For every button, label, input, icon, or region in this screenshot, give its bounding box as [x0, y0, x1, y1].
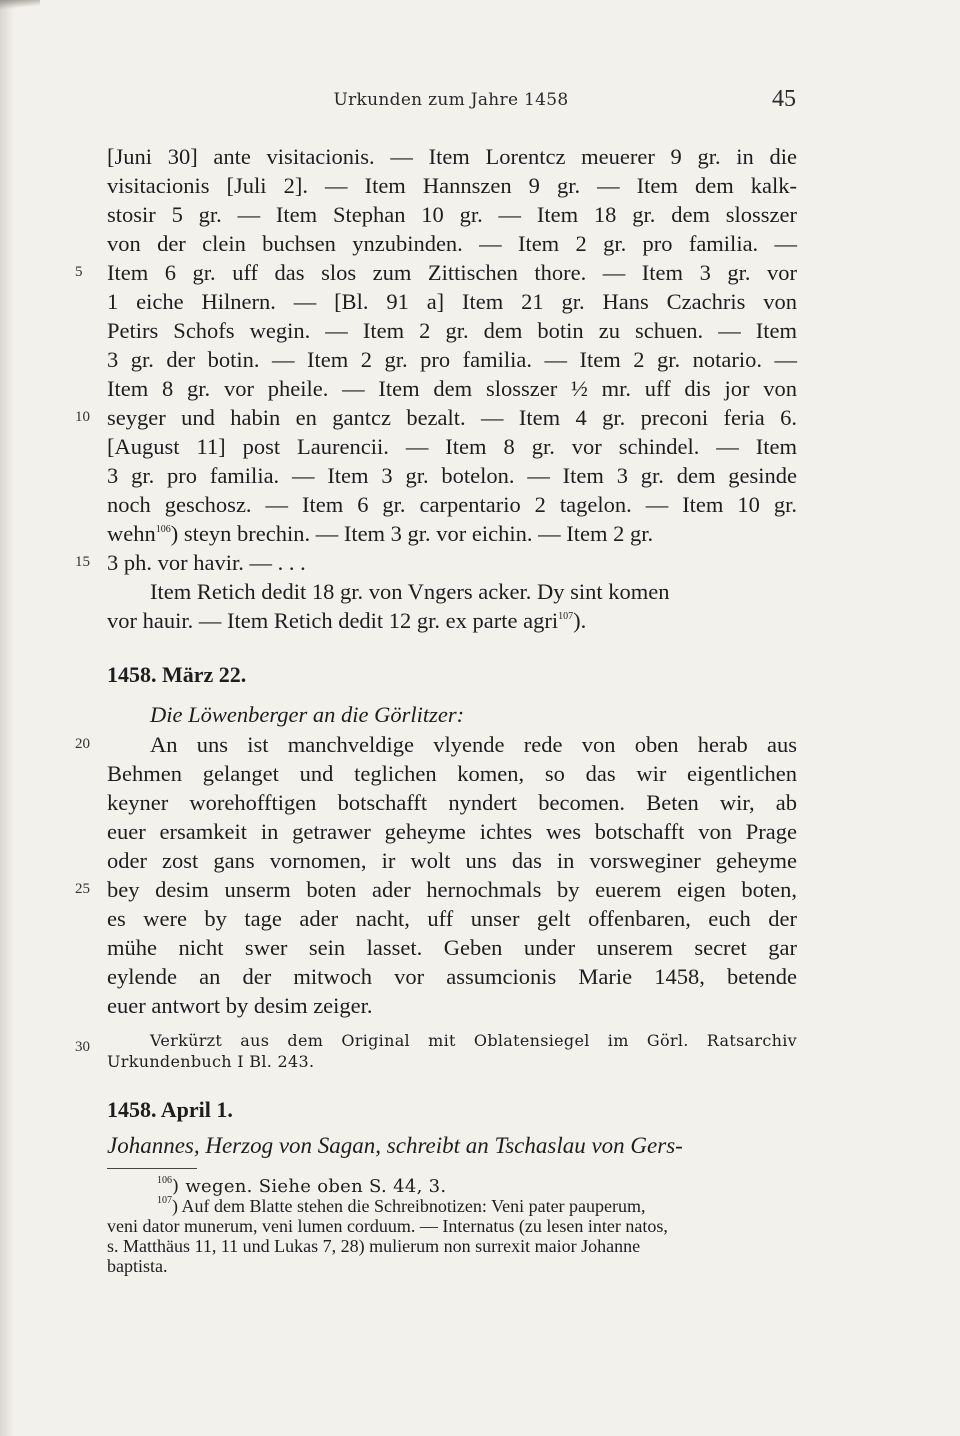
- page-edge-shadow: [0, 0, 14, 1436]
- text-line: eylende an der mitwoch vor assumcionis Marie 1458, betende: [107, 964, 797, 989]
- line-number: 15: [75, 554, 90, 570]
- footnote-line: veni dator munerum, veni lumen corduum. — Internatus (zu lesen inter natos,: [107, 1216, 668, 1236]
- text-line: Item 8 gr. vor pheile. — Item dem slosszer ½ mr. uff dis jor von: [107, 376, 797, 401]
- text-line: 3 gr. der botin. — Item 2 gr. pro familia. — Item 2 gr. notario. —: [107, 347, 797, 372]
- text-line: Item Retich dedit 18 gr. von Vngers acker. Dy sint komen: [150, 579, 670, 604]
- running-title: Urkunden zum Jahre 1458: [333, 90, 569, 110]
- text-line: [107, 519, 797, 548]
- text-line: [Juni 30] ante visitacionis. — Item Lorentcz meuerer 9 gr. in die: [107, 144, 797, 169]
- text-line: euer antwort by desim zeiger.: [107, 993, 373, 1018]
- footnote-number: 107: [157, 1195, 172, 1206]
- line-number: 25: [75, 881, 90, 897]
- footnote-rule: [107, 1168, 197, 1169]
- text-line: stosir 5 gr. — Item Stephan 10 gr. — Item 18 gr. dem slosszer: [107, 202, 797, 227]
- text-line: An uns ist manchveldige vlyende rede von oben herab aus: [150, 732, 797, 757]
- page-number: 45: [772, 86, 796, 112]
- entry-heading: Die Löwenberger an die Görlitzer:: [150, 702, 465, 727]
- footnote-ref: 106: [155, 524, 171, 535]
- entry-heading: Johannes, Herzog von Sagan, schreibt an Tschaslau von Gers-: [107, 1133, 683, 1158]
- text-line: mühe nicht swer sein lasset. Geben under unserem secret gar: [107, 935, 797, 960]
- text-line: [107, 606, 797, 635]
- entry-date: 1458. April 1.: [107, 1097, 233, 1122]
- text-line: 3 gr. pro familia. — Item 3 gr. botelon. — Item 3 gr. dem gesinde: [107, 463, 797, 488]
- footnote: [157, 1196, 797, 1216]
- text-line: seyger und habin en gantcz bezalt. — Item 4 gr. preconi feria 6.: [107, 405, 797, 430]
- text-line: noch geschosz. — Item 6 gr. carpentario 2 tagelon. — Item 10 gr.: [107, 492, 797, 517]
- text-line: keyner worehofftigen botschafft nyndert becomen. Beten wir, ab: [107, 790, 797, 815]
- text-line: bey desim unserm boten ader hernochmals by euerem eigen boten,: [107, 877, 797, 902]
- text-line: von der clein buchsen ynzubinden. — Item 2 gr. pro familia. —: [107, 231, 797, 256]
- footnote-number: 106: [157, 1175, 172, 1186]
- line-number: 30: [75, 1039, 90, 1055]
- text-line: Behmen gelanget und teglichen komen, so das wir eigentlichen: [107, 761, 797, 786]
- page-header: [106, 86, 796, 116]
- text-fragment: ).: [573, 608, 587, 633]
- footnote: [157, 1176, 797, 1197]
- footnote-line: s. Matthäus 11, 11 und Lukas 7, 28) mulierum non surrexit maior Johanne: [107, 1236, 641, 1256]
- text-fragment: vor hauir. — Item Retich dedit 12 gr. ex parte agri: [107, 608, 559, 633]
- text-line: es were by tage ader nacht, uff unser gelt offenbaren, euch der: [107, 906, 797, 931]
- text-fragment: ) steyn brechin. — Item 3 gr. vor eichin. — Item 2 gr.: [170, 521, 654, 546]
- line-number: 10: [75, 409, 90, 425]
- text-line: visitacionis [Juli 2]. — Item Hannszen 9 gr. — Item dem kalk-: [107, 173, 797, 198]
- text-line: 3 ph. vor havir. — . . .: [107, 550, 306, 575]
- text-line: Item 6 gr. uff das slos zum Zittischen thore. — Item 3 gr. vor: [107, 260, 797, 285]
- footnote-line: baptista.: [107, 1256, 168, 1276]
- text-line: [August 11] post Laurencii. — Item 8 gr. vor schindel. — Item: [107, 434, 797, 459]
- footnote-text: ) Auf dem Blatte stehen die Schreibnotizen: Veni pater pauperum,: [172, 1196, 646, 1216]
- text-line: 1 eiche Hilnern. — [Bl. 91 a] Item 21 gr. Hans Czachris von: [107, 289, 797, 314]
- source-note: Verkürzt aus dem Original mit Oblatensiegel im Görl. Ratsarchiv: [150, 1031, 797, 1050]
- line-number: 5: [75, 264, 83, 280]
- text-fragment: wehn: [107, 521, 156, 546]
- page-corner-mark: [0, 0, 40, 10]
- footnote-text: ) wegen. Siehe oben S. 44, 3.: [172, 1176, 447, 1197]
- source-note: Urkundenbuch I Bl. 243.: [107, 1052, 315, 1071]
- entry-date: 1458. März 22.: [107, 662, 247, 687]
- line-number: 20: [75, 736, 90, 752]
- text-line: oder zost gans vornomen, ir wolt uns das in vorsweginer geheyme: [107, 848, 797, 873]
- footnote-ref: 107: [558, 611, 574, 622]
- text-line: Petirs Schofs wegin. — Item 2 gr. dem botin zu schuen. — Item: [107, 318, 797, 343]
- text-line: euer ersamkeit in getrawer geheyme ichtes wes botschafft von Prage: [107, 819, 797, 844]
